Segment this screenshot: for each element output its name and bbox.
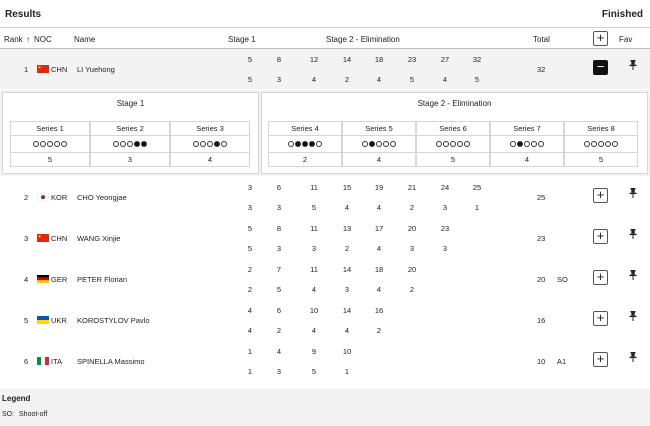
expand-row-button[interactable]: + <box>593 188 608 203</box>
miss-shot-icon <box>127 141 133 147</box>
shot-indicators <box>417 136 489 153</box>
rank-column-header[interactable]: Rank <box>4 35 23 44</box>
series-score: 2 <box>376 326 382 335</box>
noc-cell: GER <box>51 275 68 284</box>
stage2-panel-title: Stage 2 - Elimination <box>417 99 492 108</box>
flag-icon <box>37 193 49 201</box>
expand-row-button[interactable]: + <box>593 229 608 244</box>
shot-indicators <box>269 136 341 153</box>
cumulative-score: 10 <box>342 347 352 356</box>
total-cell: 25 <box>537 193 546 202</box>
flag-icon <box>37 234 49 242</box>
noc-cell: KOR <box>51 193 68 202</box>
table-row[interactable] <box>0 300 650 340</box>
series-name: Series 3 <box>171 122 249 136</box>
series-score: 4 <box>311 326 317 335</box>
legend-label: Shoot-off <box>19 411 48 418</box>
series-name: Series 6 <box>417 122 489 136</box>
miss-shot-icon <box>316 141 322 147</box>
series-box <box>564 121 638 167</box>
series-name: Series 2 <box>91 122 169 136</box>
table-row[interactable] <box>0 341 650 381</box>
hit-shot-icon <box>134 141 140 147</box>
fav-column-header: Fav <box>619 35 633 44</box>
noc-cell: CHN <box>51 234 68 243</box>
series-score: 2 <box>344 75 350 84</box>
cumulative-score: 14 <box>342 306 352 315</box>
total-column-header: Total <box>533 35 550 44</box>
cumulative-score: 4 <box>276 347 282 356</box>
series-score: 2 <box>247 285 253 294</box>
note-cell: A1 <box>557 357 567 366</box>
table-row[interactable] <box>0 218 650 258</box>
expand-row-button[interactable]: + <box>593 352 608 367</box>
series-total: 5 <box>598 155 604 164</box>
series-name: Series 4 <box>269 122 341 136</box>
flag-icon <box>37 316 49 324</box>
series-score: 4 <box>376 244 382 253</box>
series-score: 4 <box>442 75 448 84</box>
shot-indicators <box>171 136 249 153</box>
cumulative-score: 20 <box>407 265 417 274</box>
table-row[interactable] <box>0 177 650 217</box>
miss-shot-icon <box>288 141 294 147</box>
noc-cell: UKR <box>51 316 67 325</box>
miss-shot-icon <box>33 141 39 147</box>
series-box <box>268 121 342 167</box>
series-total: 4 <box>376 155 382 164</box>
cumulative-score: 18 <box>374 55 384 64</box>
series-total: 5 <box>450 155 456 164</box>
status-label: Finished <box>601 9 643 20</box>
cumulative-score: 5 <box>247 55 253 64</box>
total-cell: 10 <box>537 357 546 366</box>
legend-title: Legend <box>2 394 31 403</box>
cumulative-score: 18 <box>374 265 384 274</box>
note-cell: SO <box>557 275 568 284</box>
series-score: 3 <box>409 244 415 253</box>
athlete-name[interactable]: PETER Florian <box>77 275 128 284</box>
legend-section <box>0 389 650 426</box>
series-score: 5 <box>409 75 415 84</box>
miss-shot-icon <box>376 141 382 147</box>
miss-shot-icon <box>390 141 396 147</box>
cumulative-score: 20 <box>407 224 417 233</box>
cumulative-score: 32 <box>472 55 482 64</box>
pin-icon[interactable] <box>625 229 640 244</box>
miss-shot-icon <box>47 141 53 147</box>
miss-shot-icon <box>612 141 618 147</box>
miss-shot-icon <box>383 141 389 147</box>
expand-row-button[interactable]: + <box>593 311 608 326</box>
series-score: 4 <box>376 75 382 84</box>
cumulative-score: 6 <box>276 183 282 192</box>
cumulative-score: 8 <box>276 224 282 233</box>
pin-icon[interactable] <box>625 270 640 285</box>
cumulative-score: 1 <box>247 347 253 356</box>
table-row[interactable] <box>0 259 650 299</box>
cumulative-score: 8 <box>276 55 282 64</box>
pin-icon[interactable] <box>625 188 640 203</box>
miss-shot-icon <box>436 141 442 147</box>
hit-shot-icon <box>214 141 220 147</box>
cumulative-score: 12 <box>309 55 319 64</box>
legend-code: SO: <box>2 411 15 418</box>
cumulative-score: 13 <box>342 224 352 233</box>
series-score: 2 <box>344 244 350 253</box>
flag-icon <box>37 65 49 73</box>
rank-cell: 5 <box>24 316 29 325</box>
miss-shot-icon <box>457 141 463 147</box>
series-name: Series 7 <box>491 122 563 136</box>
miss-shot-icon <box>531 141 537 147</box>
cumulative-score: 24 <box>440 183 450 192</box>
cumulative-score: 4 <box>247 306 253 315</box>
stage2-panel <box>261 92 648 174</box>
cumulative-score: 16 <box>374 306 384 315</box>
cumulative-score: 15 <box>342 183 352 192</box>
series-score: 3 <box>276 75 282 84</box>
cumulative-score: 10 <box>309 306 319 315</box>
cumulative-score: 9 <box>311 347 317 356</box>
miss-shot-icon <box>207 141 213 147</box>
series-score: 3 <box>276 244 282 253</box>
series-score: 5 <box>247 244 253 253</box>
rank-cell: 6 <box>24 357 29 366</box>
cumulative-score: 11 <box>310 265 318 274</box>
cumulative-score: 25 <box>472 183 482 192</box>
miss-shot-icon <box>443 141 449 147</box>
name-column-header: Name <box>74 35 96 44</box>
table-row[interactable] <box>0 49 650 89</box>
pin-icon[interactable] <box>625 352 640 367</box>
miss-shot-icon <box>120 141 126 147</box>
series-score: 4 <box>311 285 317 294</box>
cumulative-score: 2 <box>247 265 253 274</box>
hit-shot-icon <box>141 141 147 147</box>
series-score: 4 <box>247 326 253 335</box>
athlete-name[interactable]: WANG Xinjie <box>77 234 121 243</box>
series-name: Series 8 <box>565 122 637 136</box>
series-total: 5 <box>47 155 53 164</box>
miss-shot-icon <box>113 141 119 147</box>
expanded-detail-panel <box>0 90 650 176</box>
rank-cell: 2 <box>24 193 29 202</box>
series-name: Series 1 <box>11 122 89 136</box>
miss-shot-icon <box>464 141 470 147</box>
collapse-row-button[interactable]: − <box>593 60 608 75</box>
results-header <box>0 0 650 28</box>
flag-icon <box>37 275 49 283</box>
series-score: 4 <box>376 285 382 294</box>
athlete-name[interactable]: LI Yuehong <box>77 65 115 74</box>
athlete-name[interactable]: SPINELLA Massimo <box>77 357 145 366</box>
miss-shot-icon <box>40 141 46 147</box>
hit-shot-icon <box>369 141 375 147</box>
page-title: Results <box>5 9 42 20</box>
rank-cell: 1 <box>24 65 29 74</box>
noc-cell: CHN <box>51 65 68 74</box>
series-score: 4 <box>376 203 382 212</box>
cumulative-score: 6 <box>276 306 282 315</box>
cumulative-score: 21 <box>407 183 417 192</box>
athlete-name[interactable]: KOROSTYLOV Pavlo <box>77 316 150 325</box>
series-box <box>342 121 416 167</box>
total-cell: 20 <box>537 275 546 284</box>
expand-row-button[interactable]: + <box>593 270 608 285</box>
legend-item <box>2 411 47 418</box>
shot-indicators <box>91 136 169 153</box>
series-total: 4 <box>524 155 530 164</box>
hit-shot-icon <box>517 141 523 147</box>
series-score: 1 <box>247 367 253 376</box>
miss-shot-icon <box>510 141 516 147</box>
series-box <box>490 121 564 167</box>
series-score: 5 <box>311 367 317 376</box>
series-box <box>10 121 90 167</box>
cumulative-score: 27 <box>440 55 450 64</box>
series-score: 5 <box>474 75 480 84</box>
hit-shot-icon <box>309 141 315 147</box>
series-box <box>416 121 490 167</box>
series-score: 3 <box>276 203 282 212</box>
shot-indicators <box>343 136 415 153</box>
noc-cell: ITA <box>51 357 63 366</box>
sort-arrow-icon[interactable]: ↑ <box>26 35 30 44</box>
miss-shot-icon <box>584 141 590 147</box>
rank-cell: 3 <box>24 234 29 243</box>
miss-shot-icon <box>200 141 206 147</box>
series-score: 2 <box>409 203 415 212</box>
series-score: 3 <box>311 244 317 253</box>
series-score: 1 <box>344 367 350 376</box>
miss-shot-icon <box>605 141 611 147</box>
hit-shot-icon <box>295 141 301 147</box>
series-score: 3 <box>442 244 448 253</box>
cumulative-score: 7 <box>276 265 282 274</box>
rank-cell: 4 <box>24 275 29 284</box>
cumulative-score: 11 <box>310 224 318 233</box>
cumulative-score: 14 <box>342 55 352 64</box>
miss-shot-icon <box>61 141 67 147</box>
miss-shot-icon <box>524 141 530 147</box>
total-cell: 16 <box>537 316 546 325</box>
series-score: 4 <box>344 203 350 212</box>
series-score: 4 <box>311 75 317 84</box>
series-score: 2 <box>276 326 282 335</box>
miss-shot-icon <box>538 141 544 147</box>
series-total: 3 <box>127 155 133 164</box>
cumulative-score: 19 <box>374 183 384 192</box>
series-score: 4 <box>344 326 350 335</box>
cumulative-score: 23 <box>407 55 417 64</box>
cumulative-score: 3 <box>247 183 253 192</box>
pin-icon[interactable] <box>625 311 640 326</box>
cumulative-score: 23 <box>440 224 450 233</box>
miss-shot-icon <box>591 141 597 147</box>
cumulative-score: 5 <box>247 224 253 233</box>
miss-shot-icon <box>54 141 60 147</box>
series-score: 3 <box>276 367 282 376</box>
stage1-panel <box>2 92 259 174</box>
shot-indicators <box>565 136 637 153</box>
series-total: 4 <box>207 155 213 164</box>
stage1-panel-title: Stage 1 <box>116 99 145 108</box>
series-score: 3 <box>442 203 448 212</box>
series-score: 3 <box>344 285 350 294</box>
series-box <box>170 121 250 167</box>
cumulative-score: 14 <box>342 265 352 274</box>
total-cell: 23 <box>537 234 546 243</box>
pin-icon[interactable] <box>625 60 640 75</box>
total-cell: 32 <box>537 65 546 74</box>
series-total: 2 <box>302 155 308 164</box>
series-name: Series 5 <box>343 122 415 136</box>
cumulative-score: 11 <box>310 183 318 192</box>
column-header-row <box>0 29 650 49</box>
flag-icon <box>37 357 49 365</box>
shot-indicators <box>491 136 563 153</box>
series-score: 5 <box>276 285 282 294</box>
miss-shot-icon <box>193 141 199 147</box>
series-score: 1 <box>474 203 480 212</box>
miss-shot-icon <box>221 141 227 147</box>
miss-shot-icon <box>598 141 604 147</box>
miss-shot-icon <box>362 141 368 147</box>
series-score: 5 <box>247 75 253 84</box>
series-score: 2 <box>409 285 415 294</box>
series-box <box>90 121 170 167</box>
series-score: 5 <box>311 203 317 212</box>
stage1-column-header: Stage 1 <box>228 35 256 44</box>
stage2-column-header: Stage 2 - Elimination <box>326 35 400 44</box>
expand-all-button[interactable]: + <box>593 31 608 46</box>
noc-column-header: NOC <box>34 35 52 44</box>
miss-shot-icon <box>450 141 456 147</box>
series-score: 3 <box>247 203 253 212</box>
hit-shot-icon <box>302 141 308 147</box>
shot-indicators <box>11 136 89 153</box>
athlete-name[interactable]: CHO Yeongjae <box>77 193 127 202</box>
cumulative-score: 17 <box>374 224 384 233</box>
